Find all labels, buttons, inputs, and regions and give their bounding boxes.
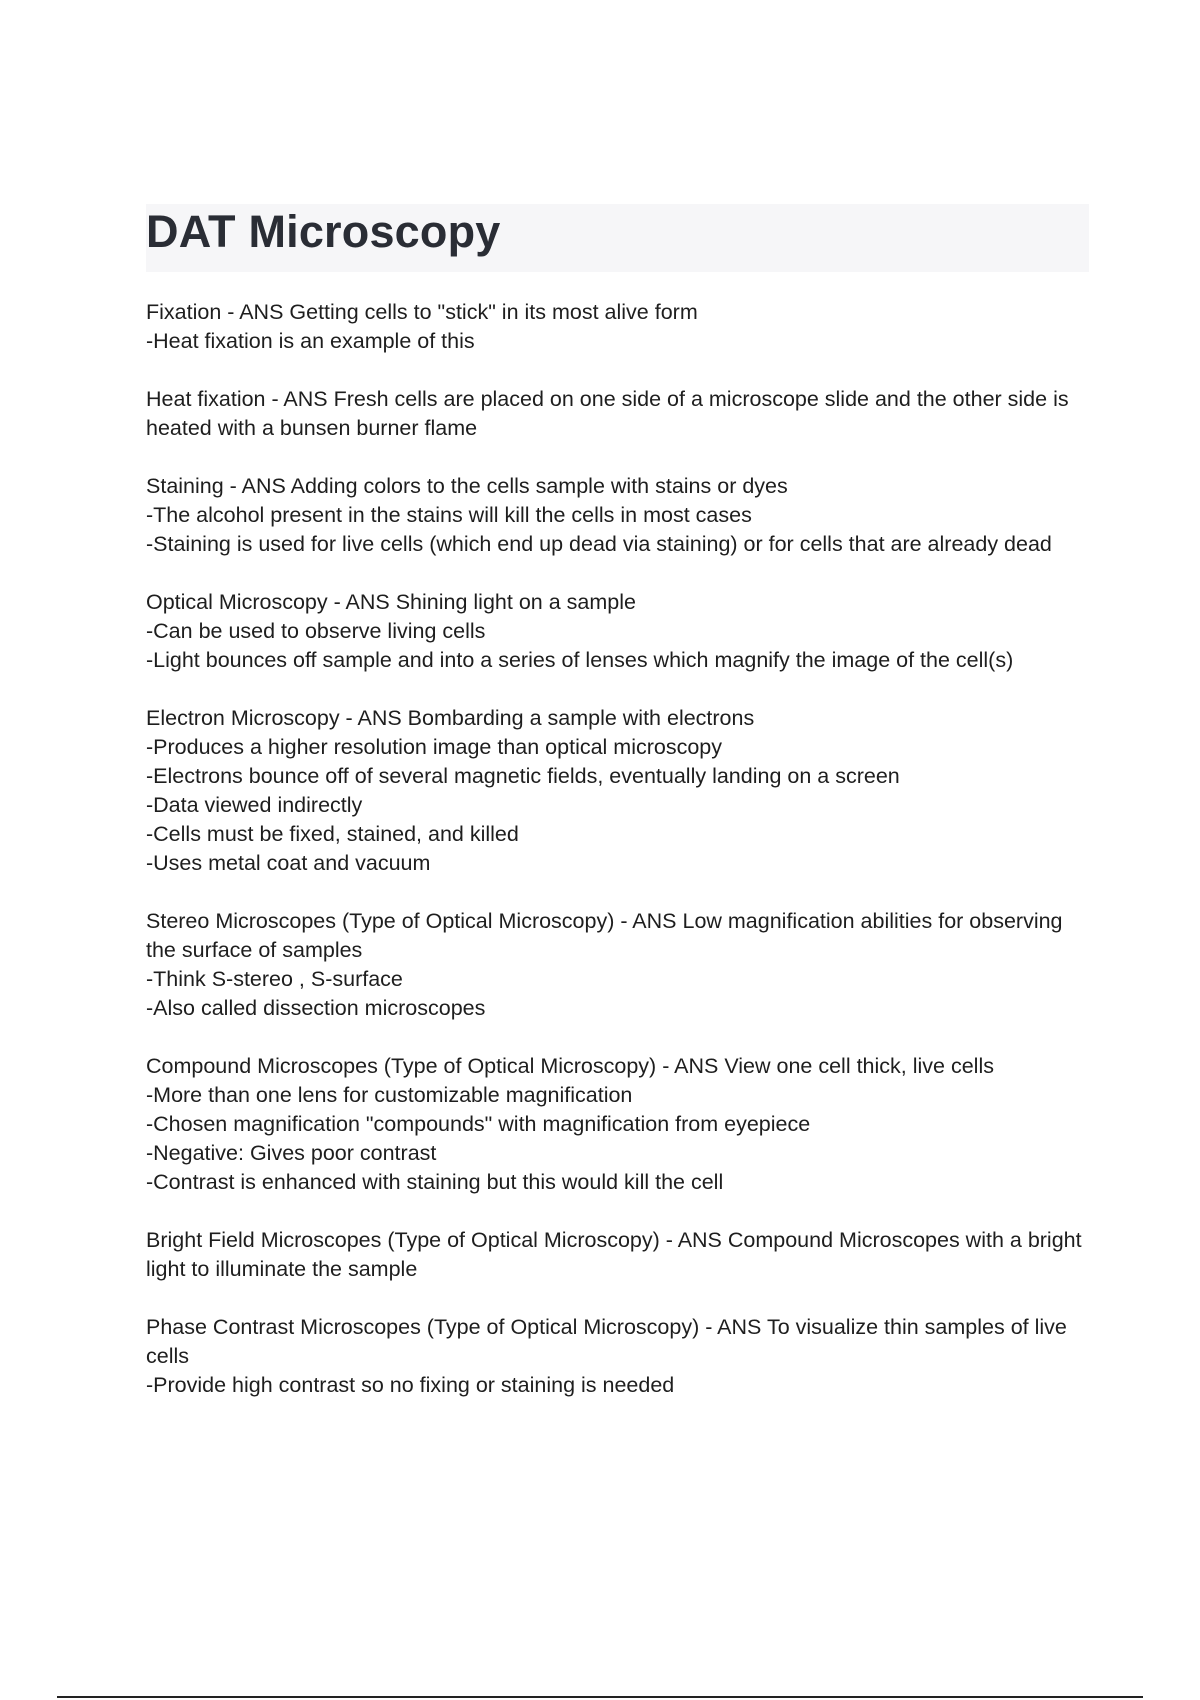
entry-line: -The alcohol present in the stains will kill the cells in most cases (146, 503, 752, 527)
entry-stereo-microscopes (146, 907, 1096, 1023)
entry-line: -Think S-stereo , S-surface (146, 967, 403, 991)
entry-line: -Can be used to observe living cells (146, 619, 486, 643)
entry-line: -Staining is used for live cells (which end up dead via staining) or for cells that are already dead (146, 532, 1052, 556)
flashcard-list (146, 298, 1096, 1429)
entry-heat-fixation (146, 385, 1096, 443)
entry-line: -Also called dissection microscopes (146, 996, 486, 1020)
entry-staining (146, 472, 1096, 559)
footer-divider (57, 1696, 1143, 1698)
entry-line: -Cells must be fixed, stained, and killed (146, 822, 519, 846)
entry-compound-microscopes (146, 1052, 1096, 1197)
entry-line: -Electrons bounce off of several magnetic fields, eventually landing on a screen (146, 764, 900, 788)
entry-line: -Data viewed indirectly (146, 793, 363, 817)
entry-line: Optical Microscopy - ANS Shining light on a sample (146, 590, 636, 614)
entry-line: Electron Microscopy - ANS Bombarding a sample with electrons (146, 706, 755, 730)
entry-phase-contrast-microscopes (146, 1313, 1096, 1400)
entry-line: -Negative: Gives poor contrast (146, 1141, 437, 1165)
entry-line: Staining - ANS Adding colors to the cells sample with stains or dyes (146, 474, 788, 498)
page-title: DAT Microscopy (146, 206, 501, 257)
entry-line: Fixation - ANS Getting cells to "stick" in its most alive form (146, 300, 698, 324)
entry-line: -Chosen magnification "compounds" with magnification from eyepiece (146, 1112, 811, 1136)
entry-line: Bright Field Microscopes (Type of Optical Microscopy) - ANS Compound Microscopes with a bright light to illuminate the sample (146, 1228, 1082, 1281)
entry-fixation (146, 298, 1096, 356)
entry-line: -Produces a higher resolution image than optical microscopy (146, 735, 723, 759)
entry-line: -More than one lens for customizable magnification (146, 1083, 633, 1107)
entry-line: -Light bounces off sample and into a series of lenses which magnify the image of the cell(s) (146, 648, 1014, 672)
entry-line: Stereo Microscopes (Type of Optical Microscopy) - ANS Low magnification abilities for observing the surface of samples (146, 909, 1063, 962)
entry-optical-microscopy (146, 588, 1096, 675)
entry-line: Heat fixation - ANS Fresh cells are placed on one side of a microscope slide and the other side is heated with a bunsen burner flame (146, 387, 1069, 440)
entry-line: Compound Microscopes (Type of Optical Microscopy) - ANS View one cell thick, live cells (146, 1054, 994, 1078)
entry-line: -Heat fixation is an example of this (146, 329, 475, 353)
entry-bright-field-microscopes (146, 1226, 1096, 1284)
entry-electron-microscopy (146, 704, 1096, 878)
entry-line: Phase Contrast Microscopes (Type of Optical Microscopy) - ANS To visualize thin samples of live cells (146, 1315, 1067, 1368)
entry-line: -Uses metal coat and vacuum (146, 851, 431, 875)
entry-line: -Contrast is enhanced with staining but this would kill the cell (146, 1170, 724, 1194)
entry-line: -Provide high contrast so no fixing or staining is needed (146, 1373, 675, 1397)
